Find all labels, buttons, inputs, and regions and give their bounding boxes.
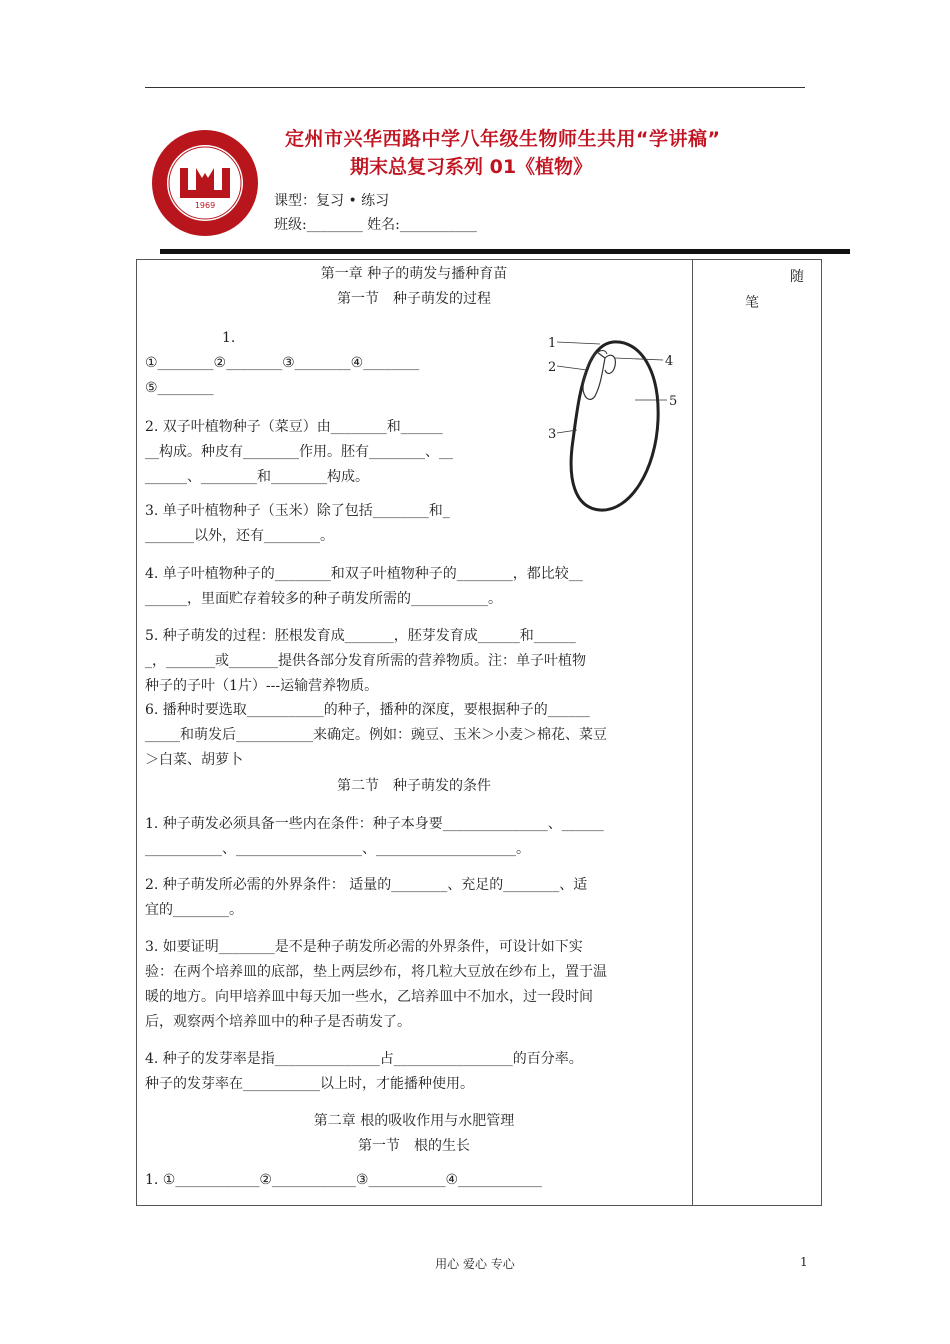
- s2-q2-line2: 宜的________。: [145, 902, 243, 918]
- ch2-q1-blanks: 1. ①____________②____________③___________④____________: [145, 1172, 543, 1188]
- q4-line1: 4. 单子叶植物种子的________和双子叶植物种子的________，都比较__: [145, 566, 583, 582]
- q5-line3: 种子的子叶（1片）---运输营养物质。: [145, 678, 379, 694]
- q6-line1: 6. 播种时要选取___________的种子，播种的深度，要根据种子的______: [145, 702, 590, 718]
- q5-line1: 5. 种子萌发的过程：胚根发育成_______，胚芽发育成______和______: [145, 628, 576, 644]
- figure-label-2: 2: [548, 360, 557, 375]
- footer-motto: 用心 爱心 专心: [435, 1257, 515, 1271]
- header-divider: [160, 249, 850, 254]
- figure-label-3: 3: [548, 427, 557, 442]
- course-type: 课型：复习 • 练习: [274, 193, 390, 209]
- q2-line2: __构成。种皮有________作用。胚有________、__: [145, 444, 453, 460]
- chapter2-title: 第二章 根的吸收作用与水肥管理: [313, 1113, 515, 1129]
- class-name-fields: 班级:________ 姓名:___________: [274, 217, 477, 233]
- notes-label-bottom: 笔: [745, 295, 759, 311]
- s2-q1-line2: ___________、__________________、____________________。: [145, 841, 530, 857]
- s2-q4-line1: 4. 种子的发芽率是指_______________占_________________的百分率。: [145, 1051, 583, 1067]
- q6-line2: _____和萌发后___________来确定。例如：豌豆、玉米＞小麦＞棉花、菜豆: [145, 727, 607, 743]
- s2-q1-line1: 1. 种子萌发必须具备一些内在条件：种子本身要_______________、______: [145, 816, 604, 832]
- logo-year: 1969: [194, 201, 216, 210]
- s2-q4-line2: 种子的发芽率在___________以上时，才能播种使用。: [145, 1076, 474, 1092]
- chapter1-title: 第一章 种子的萌发与播种育苗: [320, 266, 508, 282]
- q1-blanks: ①________②________③________④________: [145, 355, 420, 371]
- chapter2-section1-title: 第一节 根的生长: [358, 1138, 470, 1154]
- figure-label-4: 4: [665, 354, 674, 369]
- bean-seed-diagram: [545, 330, 685, 520]
- school-logo: [150, 128, 260, 238]
- s2-q3-line2: 验：在两个培养皿的底部，垫上两层纱布，将几粒大豆放在纱布上，置于温: [145, 964, 607, 980]
- top-rule: [145, 87, 805, 88]
- s2-q3-line3: 暖的地方。向甲培养皿中每天加一些水，乙培养皿中不加水，过一段时间: [145, 989, 593, 1005]
- q6-line3: ＞白菜、胡萝卜: [145, 752, 243, 768]
- figure-label-5: 5: [669, 394, 678, 409]
- q5-line2: _，_______或_______提供各部分发育所需的营养物质。注：单子叶植物: [145, 653, 586, 669]
- page-number: 1: [800, 1255, 808, 1269]
- document-title: 定州市兴华西路中学八年级生物师生共用“学讲稿”: [285, 128, 721, 150]
- s2-q3-line1: 3. 如要证明________是不是种子萌发所必需的外界条件，可设计如下实: [145, 939, 583, 955]
- notes-column-divider: [692, 259, 693, 1206]
- q3-line2: _______以外，还有________。: [145, 528, 334, 544]
- document-subtitle: 期末总复习系列 01《植物》: [350, 156, 593, 178]
- q3-line1: 3. 单子叶植物种子（玉米）除了包括________和_: [145, 503, 450, 519]
- q1-blanks-2: ⑤________: [145, 380, 214, 396]
- notes-label-top: 随: [790, 269, 804, 285]
- chapter1-section1-title: 第一节 种子萌发的过程: [337, 291, 491, 307]
- s2-q2-line1: 2. 种子萌发所必需的外界条件： 适量的________、充足的________、适: [145, 877, 588, 893]
- figure-label-1: 1: [548, 336, 557, 351]
- s2-q3-line4: 后，观察两个培养皿中的种子是否萌发了。: [145, 1014, 411, 1030]
- q1-number: 1.: [222, 330, 236, 346]
- q2-line1: 2. 双子叶植物种子（菜豆）由________和______: [145, 419, 443, 435]
- q4-line2: ______，里面贮存着较多的种子萌发所需的___________。: [145, 591, 502, 607]
- q2-line3: ______、________和________构成。: [145, 469, 369, 485]
- chapter1-section2-title: 第二节 种子萌发的条件: [337, 778, 491, 794]
